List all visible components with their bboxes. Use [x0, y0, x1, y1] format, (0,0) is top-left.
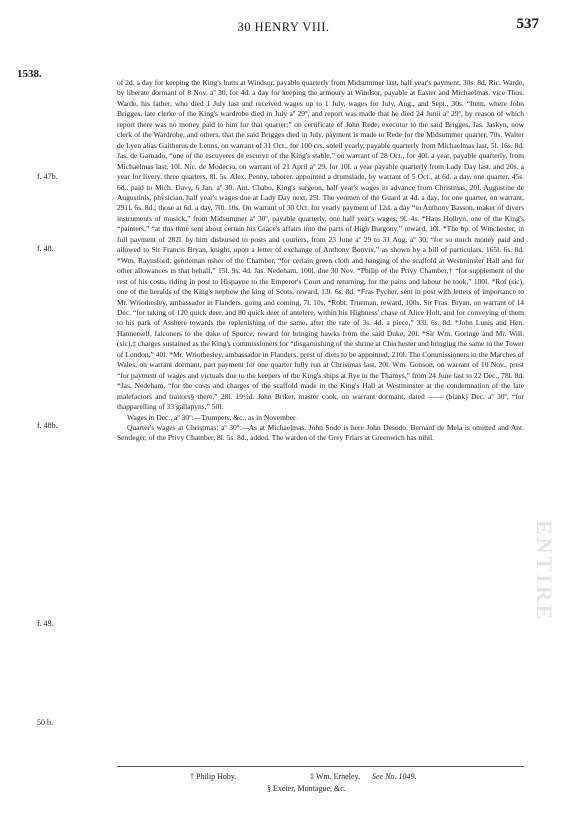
page-number: 537 [516, 16, 539, 32]
folio-note: 50 b. [37, 718, 53, 727]
paragraph: of 2d. a day for keeping the King's butts at Windsor, payable quarterly from Midsummer last, half year's payment, 30s. 8d. Ric. Warde, by liberate dormant of 8 Nov. aº 30, for 4d. a day for keeping the armoury at Windsor, payable at Easter and Michaelmas, vice Thos. Warde, his father, who died 1 July last and received wages up to 1 July, wages for July, Aug., and Sept., 30s. “Item, where John Brigges, late clerke of the King's wardrobe died in July aº 29º, and report was made that he died 24 Junii aº 29º, by reason of which report there was no money paid to him for that quarter;” on certificate of John Rede, executor to the said Brigges, Jas. Jaskyn, now clerk of the Wardrobe, and others, that the said Brigges died in July, payment is made to Rede for the Midsummer quarter, 70s. Walter de Lyen alias Gaitherus de Lenns, on warrant of 31 Oct., for 100 crs. soleil yearly, payable quarterly from Michaelmas last, 5l. 16s. 8d. Jas. de Garnado, “one of the escuyeres de escurye of the King's stable,” on warrant of 28 Oct., for 40l. a year, payable quarterly, from Michaelmas last, 10l. Nic. de Modecio, on warrant of 21 April aº 29, for 10l. a year payable quarterly from Lady Day last, and 20s. a year for livery, three quarters, 8l. 5s. Alex. Penny, taborer, appointed a drumslade, by warrant of 5 Oct., at 6d. a day, one quarter, 45s. 6d., paid to Mich. Davy, 6 Jan. aº 30. Ant. Chabo, King's surgeon, half year's wages in advance from Christmas, 20l. Augustine de Augustinis, physician, half year's wages due at Lady Day next, 25l. The yeomen of the Guard at 4d. a day, for one quarter, on warrant, 291l. 6s. 8d.; those at 6d. a day, 70l. 10s. On warrant of 30 Oct. for yearly payment of 12d. a day “to Anthony Basson, maker of divers instruments of musick,” from Midsummer aº 30º, payable quarterly, one half year's wages, 9l. 4s. *Hans Holbyn, one of the King's “painters,” “at this time sent about certain his Grace's affairs into the parts of High Burgony,” reward, 10l. *The bp. of Winchester, in full payment of 282l. by him disbursed to posts and couriers, from 23 June aº 29 to 31 Aug. aº 30, “for so much money paid and allowed to Sir Francis Bryan, knight, upon a letter of exchange of Anthony Bonvix,” as shown by a bill of particulars, 165l. 6s. 8d. *Wm. Raynsford, gentleman usher of the Chamber, “for certain green cloth and hanging of the scaffold at Westminster Hall and for other allowances in that behalf,” 15l. 9s. 4d. Jas. Nedeham, 100l. due 30 Nov. *Philip of the Privy Chamber,† “for supplement of the rest of his costs, riding in post to Hispayne to the Emperor's Court and returning, for the pains and labour he took,” 100l. *Rof (sic), one of the heralds of the King's nephew the king of Scots, reward, 13l. 6s. 8d. *Fras Pycher, sent in post with letters of importance to Mr. Wriothesley, ambassador in Flanders, going and coming, 7l. 10s. *Robt. Trueman, reward, 100s. Sir Fras. Bryan, on warrant of 14 Dec. “for taking of 120 quick deer, and 80 quick deer of antelere, within his Highness' chase of Alice Holt, and for conveying of them to his park of Asshere towards the replenishing of the same, after the rate of 3s. 4d. a piece,” 33l. 6s. 8d. *John Lunis and Hen. Hannerself, falconers to the duke of Spurce, reward for bringing hawks from the said Duke, 20l. *Sir Wm. Goringe and Mr. Will. (sic),‡ charges sustained as the King's commissioners for “disgarnishing of the shrine at Chechester and bringing the same to the Tower of London,” 40l. *Mr. Wriothesley, ambassador in Flanders, prest of diets to be appointed, 210l. The Commissioners in the Marches of Wales, on warrant dormant, part payment for one quarter fully run at Christmas last, 20l. Wm. Gonson, on warrant of 10 Nov., prest “for payment of wages and victuals due to the keepers of the King's ships at Rye in the Thamys,” from 24 June last to 22 Dec., 78l. 8d. *Jas. Nedeham, “for the costs and charges of the scaffold made in the King's Hall at Westminster at the condemnation of the late malefactors and traitors§ there,” 28l. 19½d. John Briket, master cook, on warrant dormant, dated —— (blank) Dec. aº 30º, “for thapparelling of 33 gallapyns,” 50l. [117, 78, 524, 412]
year-label: 1538. [17, 68, 42, 80]
folio-note: f. 48. [37, 244, 54, 253]
paragraph: Wages in Dec., aº 30º:—Trumpets, &c., as in November. [127, 412, 297, 422]
footnote: ‡ Wm. Erneley. [310, 772, 360, 781]
footnote: † Philip Hoby. [190, 772, 237, 781]
watermark: ENTIRE [532, 520, 557, 623]
footnotes [0, 772, 567, 796]
folio-note: f. 48b. [37, 421, 58, 430]
main-text [117, 78, 524, 444]
running-title: 30 HENRY VIII. [237, 20, 330, 34]
footnote: § Exeter, Montague, &c. [267, 784, 346, 793]
footnote-reference: See No. 1049. [372, 772, 417, 781]
folio-note: f. 49. [37, 619, 54, 628]
footnote-divider [117, 766, 524, 767]
folio-note: f. 47b. [37, 172, 58, 181]
paragraph: Quarter's wages at Christmas; aº 30º:—As at Michaelmas. John Sodo is here John Desodo. Bernard de Mela is omitted and Ant. Sentleger, of the Privy Chamber, 8l. 5s. 8d., added. The warden of the Grey Friars at Greenwich has nihil. [117, 422, 524, 443]
